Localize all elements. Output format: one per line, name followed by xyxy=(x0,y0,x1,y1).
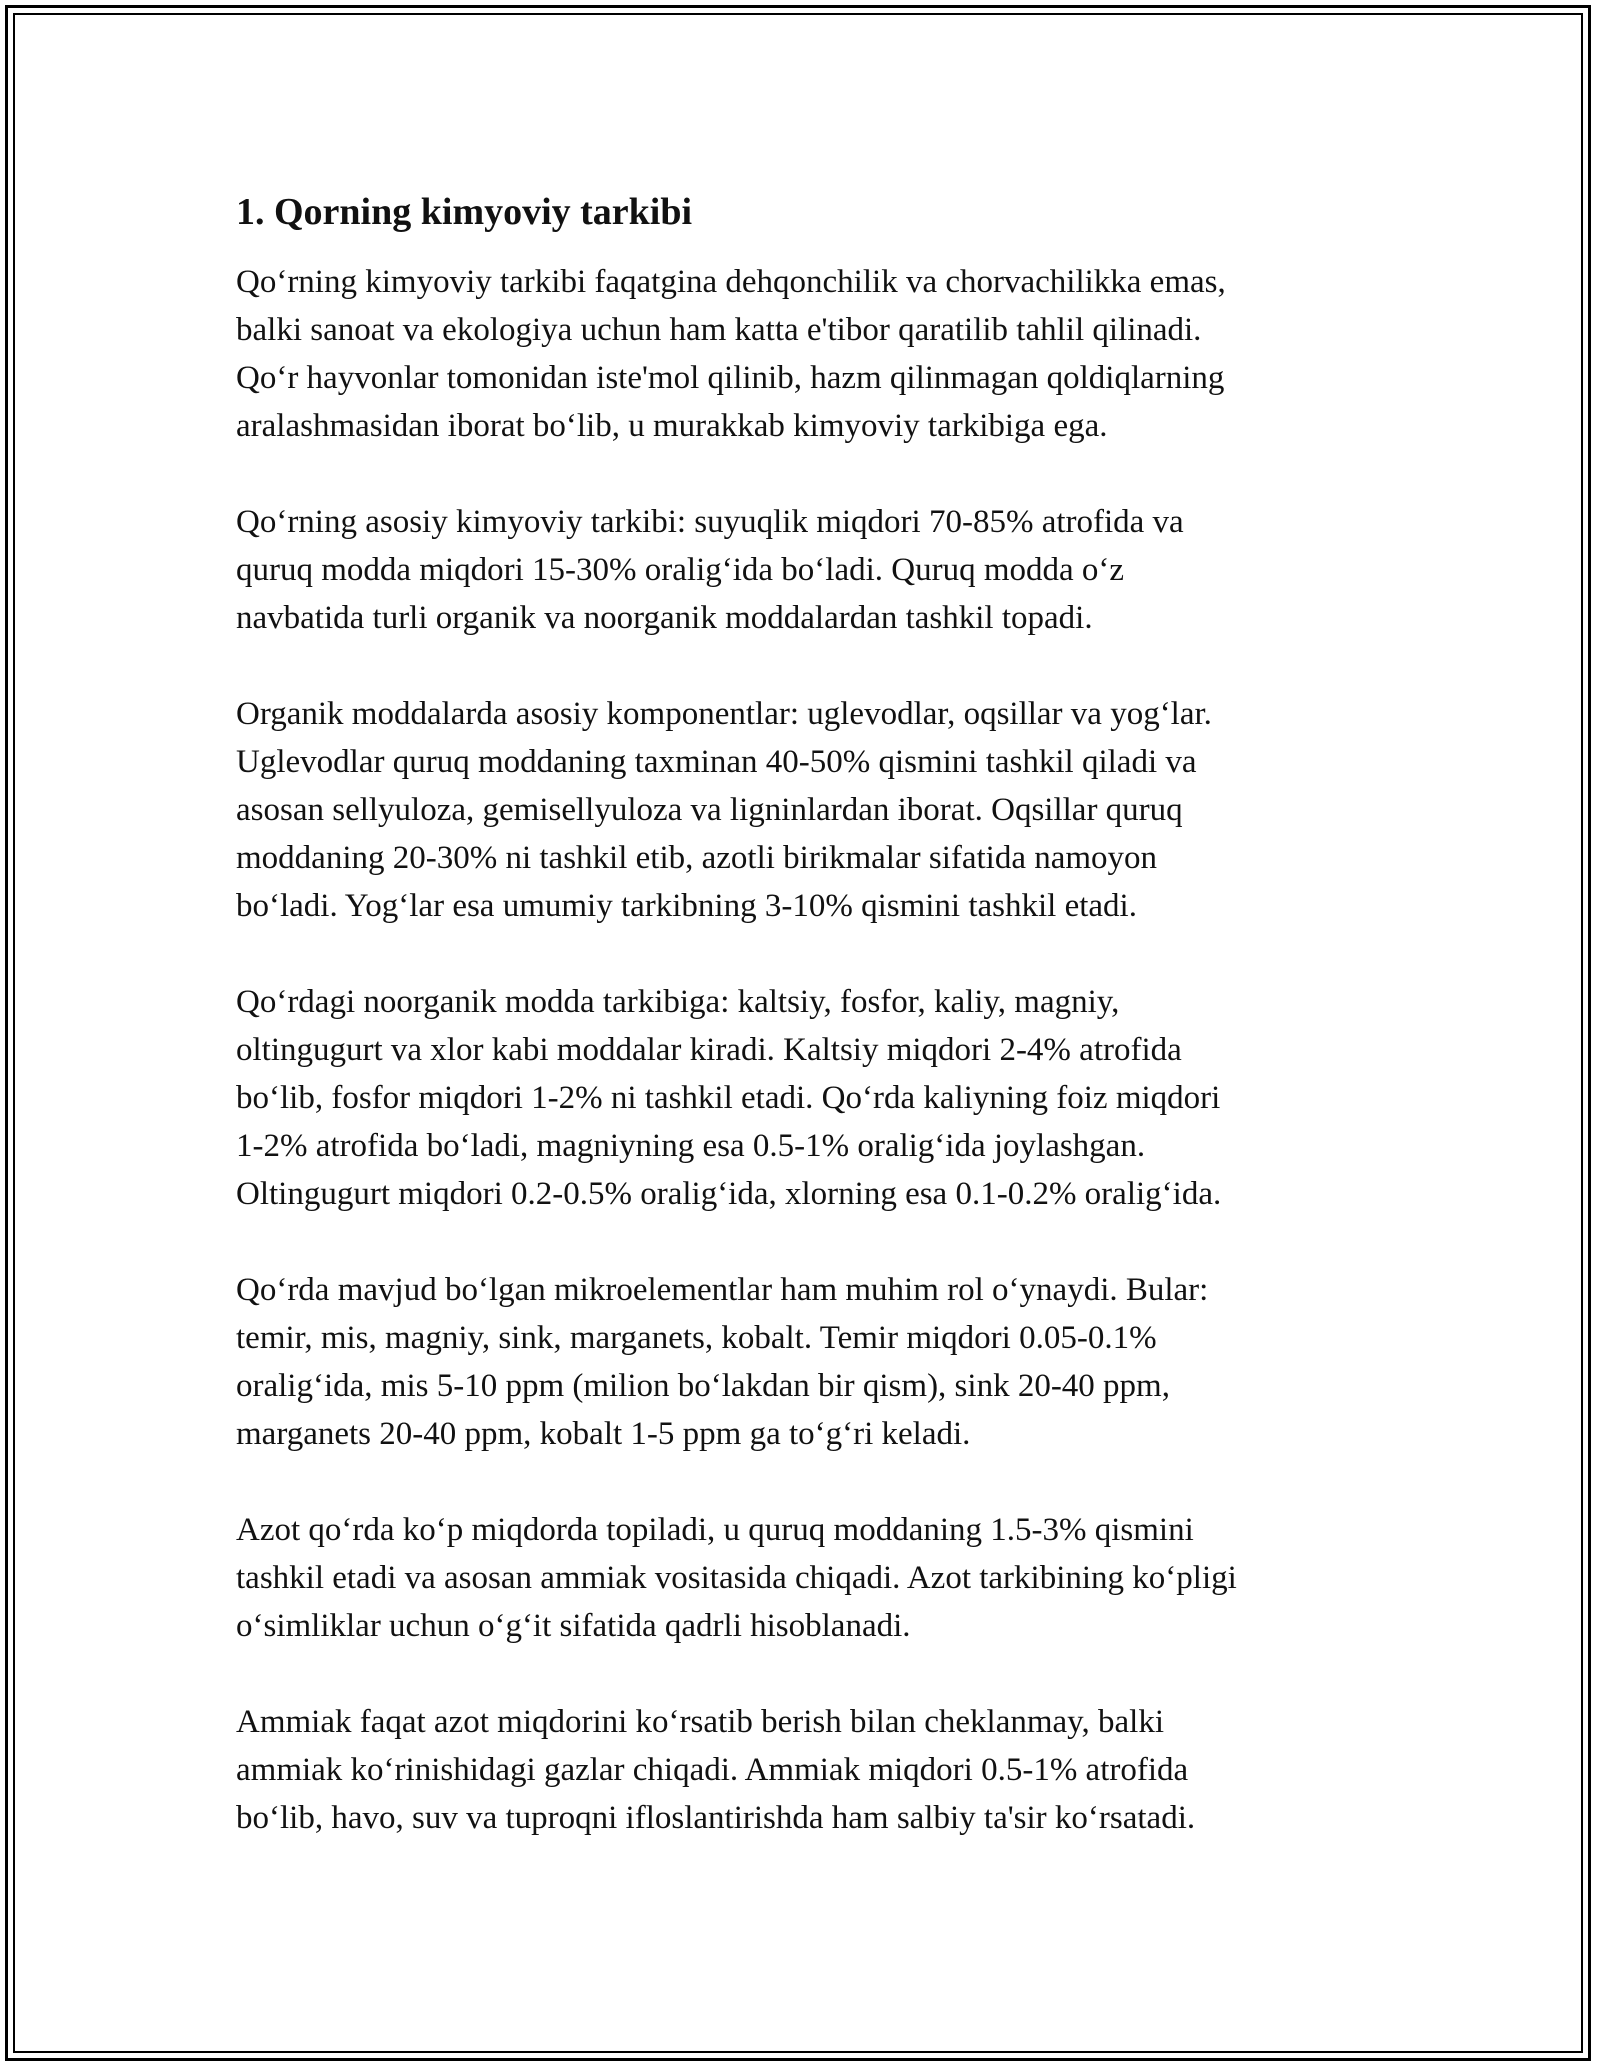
paragraph-microelements: Qo‘rda mavjud bo‘lgan mikroelementlar ham muhim rol o‘ynaydi. Bular: temir, mis, magniy, sink, marganets, kobalt. Temir miqdori 0.05-0.1% oralig‘ida, mis 5-10 ppm (milion bo‘lakdan bir qism), sink 20-40 ppm, marganets 20-40 ppm, kobalt 1-5 ppm ga to‘g‘ri keladi. xyxy=(236,1272,1209,1452)
document-body xyxy=(236,188,1366,1890)
paragraph-intro: Qo‘rning kimyoviy tarkibi faqatgina dehqonchilik va chorvachilikka emas, balki sanoat va ekologiya uchun ham katta e'tibor qaratilib tahlil qilinadi. Qo‘r hayvonlar tomonidan iste'mol qilinib, hazm qilinmagan qoldiqlarning aralashmasidan iborat bo‘lib, u murakkab kimyoviy tarkibiga ega. xyxy=(236,264,1226,444)
paragraph-nitrogen: Azot qo‘rda ko‘p miqdorda topiladi, u quruq moddaning 1.5-3% qismini tashkil etadi va asosan ammiak vositasida chiqadi. Azot tarkibining ko‘pligi o‘simliklar uchun o‘g‘it sifatida qadrli hisoblanadi. xyxy=(236,1512,1237,1644)
paragraph-organic-substances: Organik moddalarda asosiy komponentlar: uglevodlar, oqsillar va yog‘lar. Uglevodlar quruq moddaning taxminan 40-50% qismini tashkil qiladi va asosan sellyuloza, gemisellyuloza va ligninlardan iborat. Oqsillar quruq moddaning 20-30% ni tashkil etib, azotli birikmalar sifatida namoyon bo‘ladi. Yog‘lar esa umumiy tarkibning 3-10% qismini tashkil etadi. xyxy=(236,696,1212,924)
paragraph-main-composition: Qo‘rning asosiy kimyoviy tarkibi: suyuqlik miqdori 70-85% atrofida va quruq modda miqdori 15-30% oralig‘ida bo‘ladi. Quruq modda o‘z navbatida turli organik va noorganik moddalardan tashkil topadi. xyxy=(236,504,1184,636)
paragraph-inorganic-substances: Qo‘rdagi noorganik modda tarkibiga: kaltsiy, fosfor, kaliy, magniy, oltingugurt va xlor kabi moddalar kiradi. Kaltsiy miqdori 2-4% atrofida bo‘lib, fosfor miqdori 1-2% ni tashkil etadi. Qo‘rda kaliyning foiz miqdori 1-2% atrofida bo‘ladi, magniyning esa 0.5-1% oralig‘ida joylashgan. Oltingugurt miqdori 0.2-0.5% oralig‘ida, xlorning esa 0.1-0.2% oralig‘ida. xyxy=(236,984,1222,1212)
section-heading: 1. Qorning kimyoviy tarkibi xyxy=(236,191,693,233)
paragraph-ammonia: Ammiak faqat azot miqdorini ko‘rsatib berish bilan cheklanmay, balki ammiak ko‘rinishidagi gazlar chiqadi. Ammiak miqdori 0.5-1% atrofida bo‘lib, havo, suv va tuproqni ifloslantirishda ham salbiy ta'sir ko‘rsatadi. xyxy=(236,1704,1196,1836)
